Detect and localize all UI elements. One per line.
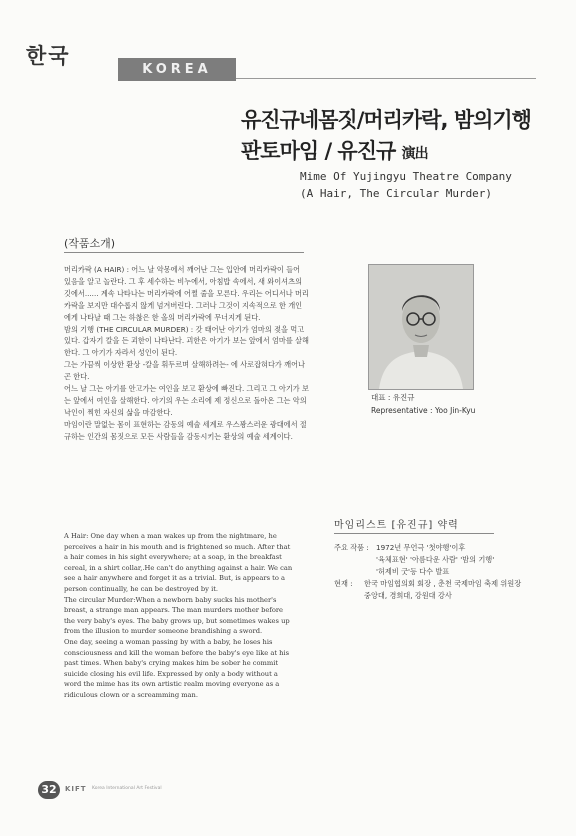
title-korean-line1: 유진규네몸짓/머리카락, 밤의기행: [241, 108, 531, 132]
synopsis-en-paragraph: The circular Murder:When a newborn baby sucks his mother's breast, a strange man appears. The man murders mother before the very baby's eyes. The baby grows up, but sometimes wakes up from the illusion to murder someone brandishing a sword.: [64, 595, 290, 636]
profile-text: 중앙대, 경희대, 강원대 강사: [364, 591, 452, 600]
synopsis-ko-paragraph: 어느 날 그는 아기를 안고가는 여인을 보고 환상에 빠진다. 그리고 그 아기가 보는 앞에서 여인을 살해한다. 아기의 우는 소리에 제 정신으로 돌아온 그는 악의 낙인이 찍힌 자신의 삶을 마감한다.: [64, 384, 309, 417]
country-banner: KOREA: [118, 58, 236, 81]
synopsis-ko-paragraph: 그는 가끔씩 이상한 환상 -칼을 휘두르며 살해하려는- 에 사로잡혀다가 깨어나곤 한다.: [64, 360, 305, 382]
profile-text: 한국 마임협의회 회장 , 춘천 국제마임 축제 위원장: [364, 579, 522, 588]
header-rule: [236, 78, 536, 79]
title-english-line2: (A Hair, The Circular Murder): [300, 187, 493, 200]
title-korean-line2: [241, 135, 428, 165]
title-korean-hanja: 演出: [401, 146, 428, 162]
profile-text: 1972년 무언극 '첫야행'이후: [376, 543, 466, 552]
synopsis-ko-paragraph: 머리카락 (A HAIR) : 어느 날 악몽에서 깨어난 그는 입안에 머리카락이 들어 있음을 알고 놀란다. 그 후 세수하는 비누에서, 아침밥 속에서, 새 와이셔츠의 깃에서...... 계속 나타나는 머리카락에 어쩔 줄을 모른다. 우리는 어디서나 머리카락을 보지만 대수롭지 않게 넘겨버린다. 그러나 그것이 지속적으로 한 개인에게 나타날 때 그는 하찮은 한 올의 머리카락에 무너지게 된다.: [64, 265, 309, 322]
profile-row: [334, 590, 534, 602]
synopsis-ko-paragraph: 마임이란 말없는 몸이 표현하는 감동의 예술 세계로 우스꽝스러운 광대에서 절규하는 인간의 몸짓으로 모든 사람들을 감동시키는 환상의 예술 세계이다.: [64, 419, 307, 441]
profile-rule: [334, 533, 494, 534]
title-korean-line2-text: 판토마임 / 유진규: [241, 139, 396, 163]
country-heading-ko: 한국: [26, 43, 71, 68]
photo-caption-english: Representative : Yoo Jin-Kyu: [371, 406, 476, 415]
synopsis-english: [64, 531, 294, 701]
profile-label: [334, 590, 364, 602]
profile-row: [334, 542, 534, 554]
profile-list: [334, 542, 534, 602]
page-number: 32: [38, 781, 60, 799]
footer-small-text: Korea International Art Festival: [92, 786, 162, 791]
profile-label: 주요 작품 :: [334, 543, 369, 552]
portrait-illustration: [369, 265, 473, 389]
profile-row: [334, 566, 534, 578]
profile-text: '허제비 굿'등 다수 발표: [376, 567, 450, 576]
synopsis-korean: [64, 264, 309, 443]
portrait-photo: [368, 264, 474, 390]
synopsis-ko-paragraph: 밤의 기행 (THE CIRCULAR MURDER) : 갓 태어난 아기가 엄마의 젖을 먹고 있다. 갑자기 칼을 든 괴한이 나타난다. 괴한은 아기가 보는 앞에서 엄마를 살해한다. 그 아기가 자라서 성인이 된다.: [64, 324, 309, 358]
footer-mark: KIFT: [65, 785, 87, 793]
title-english-line1: Mime Of Yujingyu Theatre Company: [300, 170, 512, 183]
profile-row: [334, 554, 534, 566]
profile-row: [334, 578, 534, 590]
profile-label: 현재 :: [334, 579, 353, 588]
profile-text: '육체표현' '아름다운 사람' '밤의 기행': [376, 555, 495, 564]
profile-label: [334, 566, 376, 578]
intro-rule: [64, 252, 304, 253]
intro-heading: (작품소개): [64, 237, 116, 250]
synopsis-en-paragraph: A Hair: One day when a man wakes up from the nightmare, he perceives a hair in his mouth and is frightened so much. After that a hair comes in his sight everywhere; at a soap, in the breakfast cereal, in a shirt collar,.He can't do anything against a hair. We can see a hair anywhere and forget it as a trivial. But, is appears to a person continually, he can be destroyed by it.: [64, 532, 293, 593]
profile-label: [334, 554, 376, 566]
synopsis-en-paragraph: One day, seeing a woman passing by with a baby, he loses his consciousness and kill the woman before the baby's eye like at his past times. When baby's crying makes him be sober he commit suicide closing his evil life. Expressed by only a body without a word the mime has its own artistic realm moving everyone as a ridiculous clown or a screamming man.: [64, 637, 290, 699]
photo-caption-korean: 대표 : 유진규: [371, 393, 415, 402]
profile-heading: 마임리스트 [유진규] 약력: [334, 520, 459, 531]
